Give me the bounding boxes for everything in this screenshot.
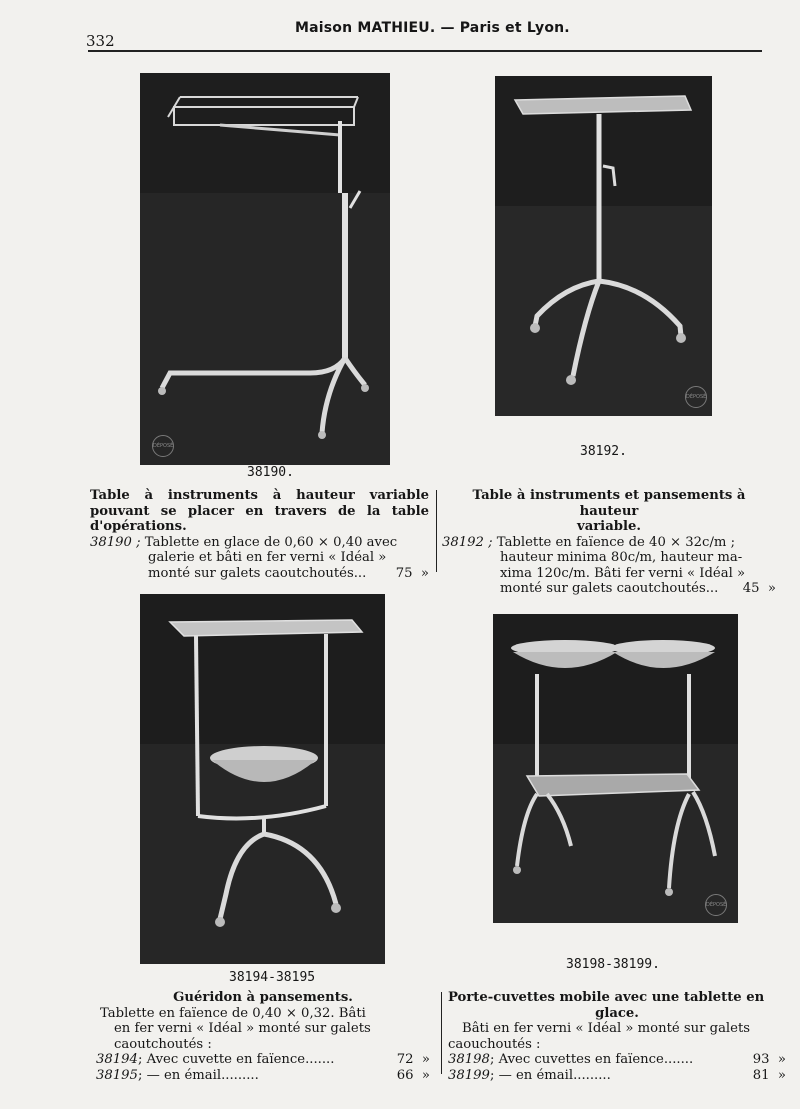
- variant-row: [96, 1068, 430, 1084]
- price-mark: »: [421, 1052, 430, 1067]
- price: 75: [395, 565, 413, 581]
- variant-row: [448, 1068, 786, 1084]
- item-text: Tablette en glace de 0,60 × 0,40 avec: [144, 534, 398, 550]
- reference-38198-38199: 38198-38199.: [566, 957, 660, 972]
- item-text: Tablette en faïence de 40 × 32c/m ;: [496, 534, 736, 550]
- reference-38190: 38190.: [247, 465, 294, 480]
- item-text: monté sur galets caoutchoutés...: [148, 565, 367, 581]
- variant-row: [96, 1052, 430, 1068]
- item-code: 38190 ;: [90, 534, 141, 550]
- page-number: 332: [86, 32, 115, 50]
- price-mark: »: [420, 565, 429, 581]
- price-mark: »: [767, 581, 776, 596]
- price-mark: »: [421, 1067, 430, 1083]
- item-text: monté sur galets caoutchoutés...: [500, 581, 719, 596]
- photo-porte-cuvettes-38198: [493, 614, 738, 923]
- item-title: Table à instruments et pansements à hauteur: [472, 488, 746, 519]
- variant-row: [448, 1052, 786, 1068]
- price-row: [90, 566, 429, 582]
- item-line: [442, 535, 776, 551]
- item-text: en fer verni « Idéal » monté sur galets: [114, 1021, 371, 1036]
- column-rule: [436, 490, 437, 572]
- item-title: Guéridon à pansements.: [173, 990, 353, 1005]
- description-38192: [442, 488, 776, 597]
- item-text: xima 120c/m. Bâti fer verni « Idéal »: [500, 565, 746, 581]
- description-38190: [90, 488, 429, 581]
- item-title-line-2: variable.: [577, 519, 641, 534]
- photo-gueridon-38194: [140, 594, 385, 964]
- item-code: 38198: [448, 1052, 490, 1067]
- column-rule: [441, 992, 442, 1074]
- price-row: [442, 581, 776, 597]
- price: 93: [752, 1052, 770, 1067]
- depose-stamp: DÉPOSÉ: [152, 435, 174, 457]
- header-rule: [88, 50, 762, 52]
- description-38194: [96, 990, 430, 1083]
- price: 66: [396, 1067, 414, 1083]
- item-text: hauteur minima 80c/m, hauteur ma-: [500, 550, 743, 565]
- reference-38194-38195: 38194-38195: [229, 970, 316, 985]
- depose-stamp: DÉPOSÉ: [685, 386, 707, 408]
- item-code: 38194: [96, 1052, 138, 1067]
- photo-instrument-table-38192: [495, 76, 712, 416]
- running-head: Maison MATHIEU. — Paris et Lyon.: [295, 20, 570, 36]
- item-text: Bâti en fer verni « Idéal » monté sur galets: [462, 1021, 751, 1036]
- variant-label: ; — en émail.........: [137, 1067, 259, 1083]
- item-text: galerie et bâti en fer verni « Idéal »: [148, 550, 387, 565]
- item-title-line-2: glace.: [595, 1005, 639, 1021]
- description-38198: [448, 990, 786, 1083]
- reference-38192: 38192.: [580, 444, 627, 459]
- item-text: Tablette en faïence de 0,40 × 0,32. Bâti: [100, 1005, 366, 1021]
- price: 45: [742, 581, 760, 596]
- price: 81: [752, 1067, 770, 1083]
- variant-label: ; Avec cuvette en faïence.......: [137, 1052, 335, 1067]
- depose-stamp: DÉPOSÉ: [705, 894, 727, 916]
- item-title: Porte-cuvettes mobile avec une tablette en: [448, 990, 765, 1005]
- price-mark: »: [777, 1052, 786, 1067]
- price: 72: [396, 1052, 414, 1067]
- photo-instrument-table-38190: [140, 73, 390, 465]
- item-text: caoutchoutés :: [114, 1036, 212, 1052]
- item-line: [90, 535, 429, 551]
- variant-label: ; Avec cuvettes en faïence.......: [489, 1052, 694, 1067]
- item-code: 38195: [96, 1067, 138, 1083]
- item-code: 38192 ;: [442, 534, 493, 550]
- item-title: Table à instruments à hauteur variable pouvant se placer en travers de la table d'opérations.: [90, 488, 429, 534]
- item-code: 38199: [448, 1067, 490, 1083]
- price-mark: »: [777, 1067, 786, 1083]
- variant-label: ; — en émail.........: [489, 1067, 611, 1083]
- item-text: caouchoutés :: [448, 1036, 541, 1052]
